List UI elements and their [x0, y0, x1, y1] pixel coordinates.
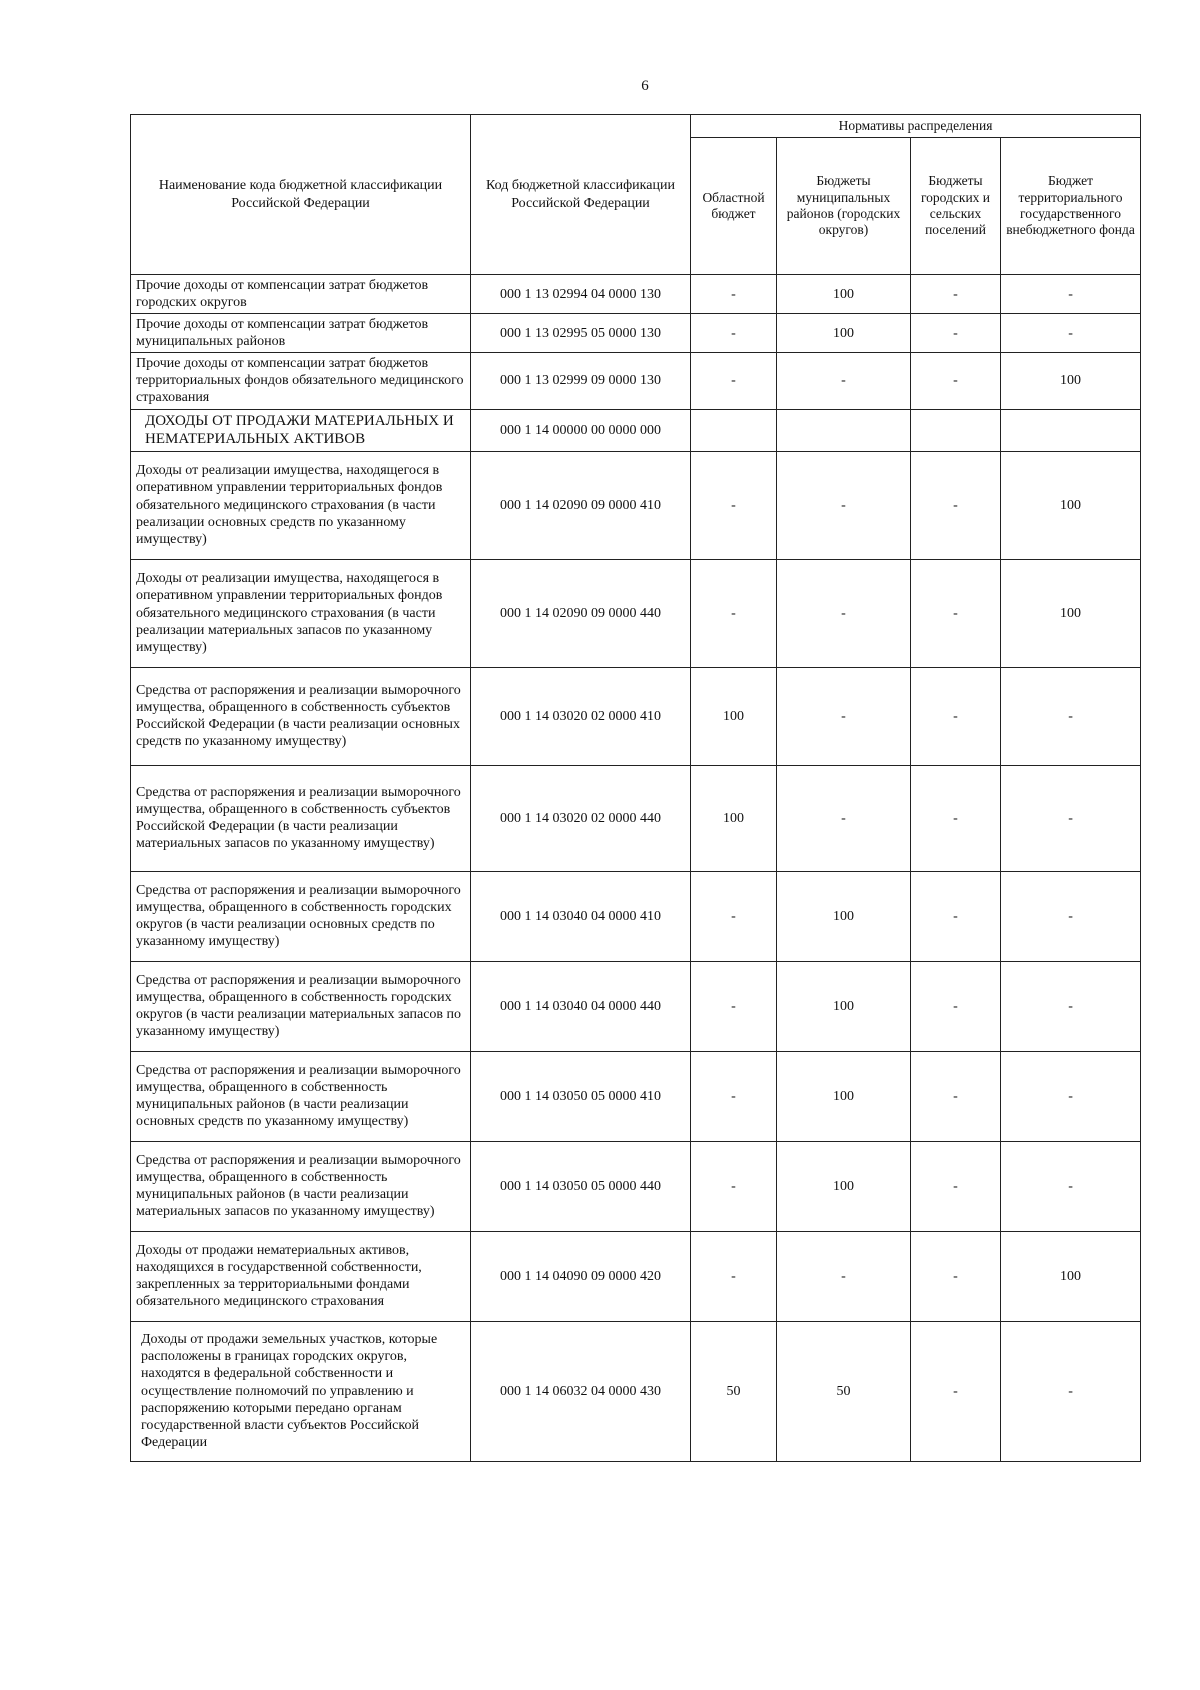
regional-value-cell: - [691, 353, 777, 409]
table-row [131, 871, 1141, 961]
fund-value-cell: - [1001, 314, 1141, 353]
table-row [131, 765, 1141, 871]
table-row [131, 451, 1141, 559]
code-cell: 000 1 14 03040 04 0000 440 [471, 961, 691, 1051]
regional-value-cell: - [691, 275, 777, 314]
fund-value-cell: - [1001, 871, 1141, 961]
code-cell: 000 1 14 03050 05 0000 440 [471, 1141, 691, 1231]
settlement-value-cell: - [911, 353, 1001, 409]
table-row [131, 314, 1141, 353]
header-distribution-norms: Нормативы распределения [691, 115, 1141, 138]
name-cell: Средства от распоряжения и реализации выморочного имущества, обращенного в собственность субъектов Российской Федерации (в части реализации основных средств по указанному имуществу) [131, 667, 471, 765]
code-cell: 000 1 14 03040 04 0000 410 [471, 871, 691, 961]
budget-classification-table [130, 114, 1141, 1462]
fund-value-cell: - [1001, 667, 1141, 765]
municipal-value-cell: 100 [777, 1051, 911, 1141]
settlement-value-cell: - [911, 451, 1001, 559]
fund-value-cell: - [1001, 765, 1141, 871]
municipal-value-cell: - [777, 559, 911, 667]
table-header [131, 115, 1141, 275]
municipal-value-cell: - [777, 667, 911, 765]
settlement-value-cell: - [911, 765, 1001, 871]
header-settlement-budgets: Бюджеты городских и сельских поселений [911, 138, 1001, 275]
municipal-value-cell [777, 409, 911, 451]
table-row [131, 353, 1141, 409]
settlement-value-cell: - [911, 1231, 1001, 1321]
header-name: Наименование кода бюджетной классификации Российской Федерации [131, 115, 471, 275]
name-cell: ДОХОДЫ ОТ ПРОДАЖИ МАТЕРИАЛЬНЫХ И НЕМАТЕРИАЛЬНЫХ АКТИВОВ [131, 409, 471, 451]
code-cell: 000 1 14 02090 09 0000 440 [471, 559, 691, 667]
code-cell: 000 1 14 04090 09 0000 420 [471, 1231, 691, 1321]
municipal-value-cell: - [777, 765, 911, 871]
code-cell: 000 1 14 03050 05 0000 410 [471, 1051, 691, 1141]
table-row [131, 667, 1141, 765]
municipal-value-cell: 50 [777, 1321, 911, 1461]
name-cell: Доходы от продажи земельных участков, которые расположены в границах городских округов, находятся в федеральной собственности и осуществление полномочий по управлению и распоряжению которыми передано органам государственной власти субъектов Российской Федерации [131, 1321, 471, 1461]
fund-value-cell: - [1001, 1321, 1141, 1461]
municipal-value-cell: 100 [777, 314, 911, 353]
settlement-value-cell: - [911, 1321, 1001, 1461]
fund-value-cell: - [1001, 961, 1141, 1051]
table-row [131, 1141, 1141, 1231]
fund-value-cell: 100 [1001, 1231, 1141, 1321]
municipal-value-cell: - [777, 1231, 911, 1321]
name-cell: Доходы от продажи нематериальных активов, находящихся в государственной собственности, закрепленных за территориальными фондами обязательного медицинского страхования [131, 1231, 471, 1321]
table-row [131, 275, 1141, 314]
municipal-value-cell: 100 [777, 1141, 911, 1231]
regional-value-cell: 100 [691, 667, 777, 765]
name-cell: Средства от распоряжения и реализации выморочного имущества, обращенного в собственность муниципальных районов (в части реализации основных средств по указанному имуществу) [131, 1051, 471, 1141]
regional-value-cell: - [691, 314, 777, 353]
header-municipal-budgets: Бюджеты муниципальных районов (городских округов) [777, 138, 911, 275]
table-body [131, 275, 1141, 1462]
name-cell: Средства от распоряжения и реализации выморочного имущества, обращенного в собственность субъектов Российской Федерации (в части реализации материальных запасов по указанному имуществу) [131, 765, 471, 871]
code-cell: 000 1 14 06032 04 0000 430 [471, 1321, 691, 1461]
code-cell: 000 1 13 02999 09 0000 130 [471, 353, 691, 409]
name-cell: Прочие доходы от компенсации затрат бюджетов территориальных фондов обязательного медицинского страхования [131, 353, 471, 409]
municipal-value-cell: 100 [777, 871, 911, 961]
regional-value-cell: - [691, 961, 777, 1051]
settlement-value-cell: - [911, 314, 1001, 353]
table-row [131, 961, 1141, 1051]
fund-value-cell: 100 [1001, 559, 1141, 667]
regional-value-cell: - [691, 559, 777, 667]
regional-value-cell: 50 [691, 1321, 777, 1461]
name-cell: Доходы от реализации имущества, находящегося в оперативном управлении территориальных фондов обязательного медицинского страхования (в части реализации основных средств по указанному имуществу) [131, 451, 471, 559]
fund-value-cell: - [1001, 1051, 1141, 1141]
settlement-value-cell [911, 409, 1001, 451]
table-row [131, 559, 1141, 667]
settlement-value-cell: - [911, 961, 1001, 1051]
name-cell: Прочие доходы от компенсации затрат бюджетов городских округов [131, 275, 471, 314]
name-cell: Средства от распоряжения и реализации выморочного имущества, обращенного в собственность муниципальных районов (в части реализации материальных запасов по указанному имуществу) [131, 1141, 471, 1231]
regional-value-cell: - [691, 1141, 777, 1231]
regional-value-cell: - [691, 1231, 777, 1321]
code-cell: 000 1 14 03020 02 0000 440 [471, 765, 691, 871]
header-fund-budget: Бюджет территориального государственного внебюджетного фонда [1001, 138, 1141, 275]
name-cell: Средства от распоряжения и реализации выморочного имущества, обращенного в собственность городских округов (в части реализации материальных запасов по указанному имуществу) [131, 961, 471, 1051]
fund-value-cell: - [1001, 1141, 1141, 1231]
regional-value-cell: - [691, 871, 777, 961]
table-row [131, 1231, 1141, 1321]
code-cell: 000 1 14 00000 00 0000 000 [471, 409, 691, 451]
settlement-value-cell: - [911, 275, 1001, 314]
municipal-value-cell: - [777, 353, 911, 409]
name-cell: Средства от распоряжения и реализации выморочного имущества, обращенного в собственность городских округов (в части реализации основных средств по указанному имуществу) [131, 871, 471, 961]
settlement-value-cell: - [911, 871, 1001, 961]
fund-value-cell: 100 [1001, 451, 1141, 559]
fund-value-cell: - [1001, 275, 1141, 314]
name-cell: Доходы от реализации имущества, находящегося в оперативном управлении территориальных фондов обязательного медицинского страхования (в части реализации материальных запасов по указанному имуществу) [131, 559, 471, 667]
header-regional-budget: Областной бюджет [691, 138, 777, 275]
municipal-value-cell: - [777, 451, 911, 559]
regional-value-cell: 100 [691, 765, 777, 871]
table-row [131, 1321, 1141, 1461]
regional-value-cell [691, 409, 777, 451]
code-cell: 000 1 14 02090 09 0000 410 [471, 451, 691, 559]
regional-value-cell: - [691, 1051, 777, 1141]
header-code: Код бюджетной классификации Российской Федерации [471, 115, 691, 275]
settlement-value-cell: - [911, 1051, 1001, 1141]
code-cell: 000 1 14 03020 02 0000 410 [471, 667, 691, 765]
table-row [131, 1051, 1141, 1141]
municipal-value-cell: 100 [777, 961, 911, 1051]
settlement-value-cell: - [911, 1141, 1001, 1231]
table-row [131, 409, 1141, 451]
code-cell: 000 1 13 02994 04 0000 130 [471, 275, 691, 314]
fund-value-cell: 100 [1001, 353, 1141, 409]
municipal-value-cell: 100 [777, 275, 911, 314]
settlement-value-cell: - [911, 559, 1001, 667]
fund-value-cell [1001, 409, 1141, 451]
code-cell: 000 1 13 02995 05 0000 130 [471, 314, 691, 353]
regional-value-cell: - [691, 451, 777, 559]
settlement-value-cell: - [911, 667, 1001, 765]
page-number: 6 [641, 78, 649, 94]
name-cell: Прочие доходы от компенсации затрат бюджетов муниципальных районов [131, 314, 471, 353]
